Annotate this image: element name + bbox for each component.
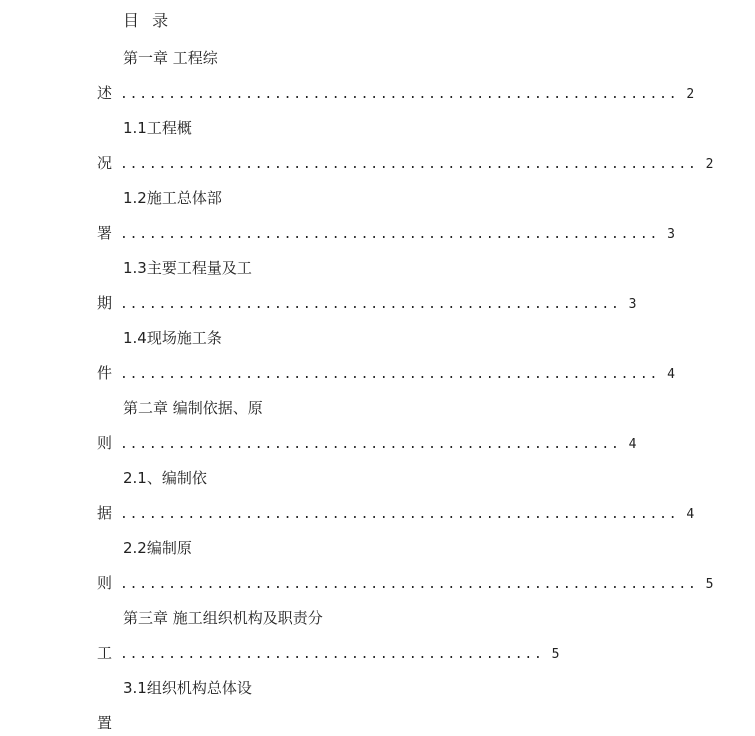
toc-entry-heading: 第一章 工程综 (123, 49, 218, 67)
toc-entry-heading: 2.2编制原 (123, 539, 192, 557)
toc-page-number: 5 (551, 647, 560, 662)
toc-page-number: 4 (667, 367, 675, 382)
toc-entry-continuation (97, 572, 713, 596)
toc-entry-last-char: 况 (97, 154, 113, 172)
toc-entry-last-char: 则 (97, 434, 113, 452)
toc-dot-leader: .................................................... (120, 297, 621, 312)
toc-entry-continuation (97, 152, 713, 176)
toc-dot-leader: ........................................................ (120, 227, 660, 242)
toc-entry-continuation (97, 82, 694, 106)
toc-entry-heading: 第三章 施工组织机构及职责分 (123, 609, 323, 627)
toc-dot-leader: .......................................................... (120, 87, 679, 102)
toc-entry-last-char: 署 (97, 224, 113, 242)
toc-entry-heading: 3.1组织机构总体设 (123, 679, 252, 697)
toc-entry-heading: 1.2施工总体部 (123, 189, 222, 207)
toc-entry-heading: 1.4现场施工条 (123, 329, 222, 347)
toc-entry-last-char: 件 (97, 364, 113, 382)
toc-page-number: 4 (628, 437, 637, 452)
toc-page-number: 5 (705, 577, 714, 592)
toc-entry-continuation (97, 292, 636, 316)
toc-entry-last-char: 置 (97, 714, 113, 732)
toc-entry-continuation (97, 362, 675, 386)
toc-entry-continuation (97, 502, 694, 526)
toc-page-number: 2 (686, 87, 695, 102)
toc-dot-leader: .................................................... (120, 437, 621, 452)
toc-entry-heading: 2.1、编制依 (123, 469, 207, 487)
toc-page-number: 3 (628, 297, 637, 312)
toc-dot-leader: ............................................................ (120, 577, 698, 592)
toc-dot-leader: ............................................ (120, 647, 544, 662)
toc-entry-last-char: 则 (97, 574, 113, 592)
toc-page-number: 3 (667, 227, 675, 242)
toc-dot-leader: ............................................................ (120, 157, 698, 172)
toc-title: 目 录 (123, 11, 173, 30)
toc-entry-last-char: 述 (97, 84, 113, 102)
toc-dot-leader: ........................................................ (120, 367, 660, 382)
toc-entry-last-char: 据 (97, 504, 113, 522)
toc-entry-heading: 1.3主要工程量及工 (123, 259, 252, 277)
toc-page-number: 4 (686, 507, 695, 522)
toc-page-number: 2 (705, 157, 714, 172)
toc-entry-heading: 第二章 编制依据、原 (123, 399, 263, 417)
toc-entry-continuation (97, 642, 559, 666)
toc-entry-last-char: 工 (97, 644, 113, 662)
toc-entry-continuation (97, 432, 636, 456)
toc-entry-heading: 1.1工程概 (123, 119, 192, 137)
toc-dot-leader: .......................................................... (120, 507, 679, 522)
toc-entry-last-char: 期 (97, 294, 113, 312)
toc-entry-continuation (97, 222, 675, 246)
